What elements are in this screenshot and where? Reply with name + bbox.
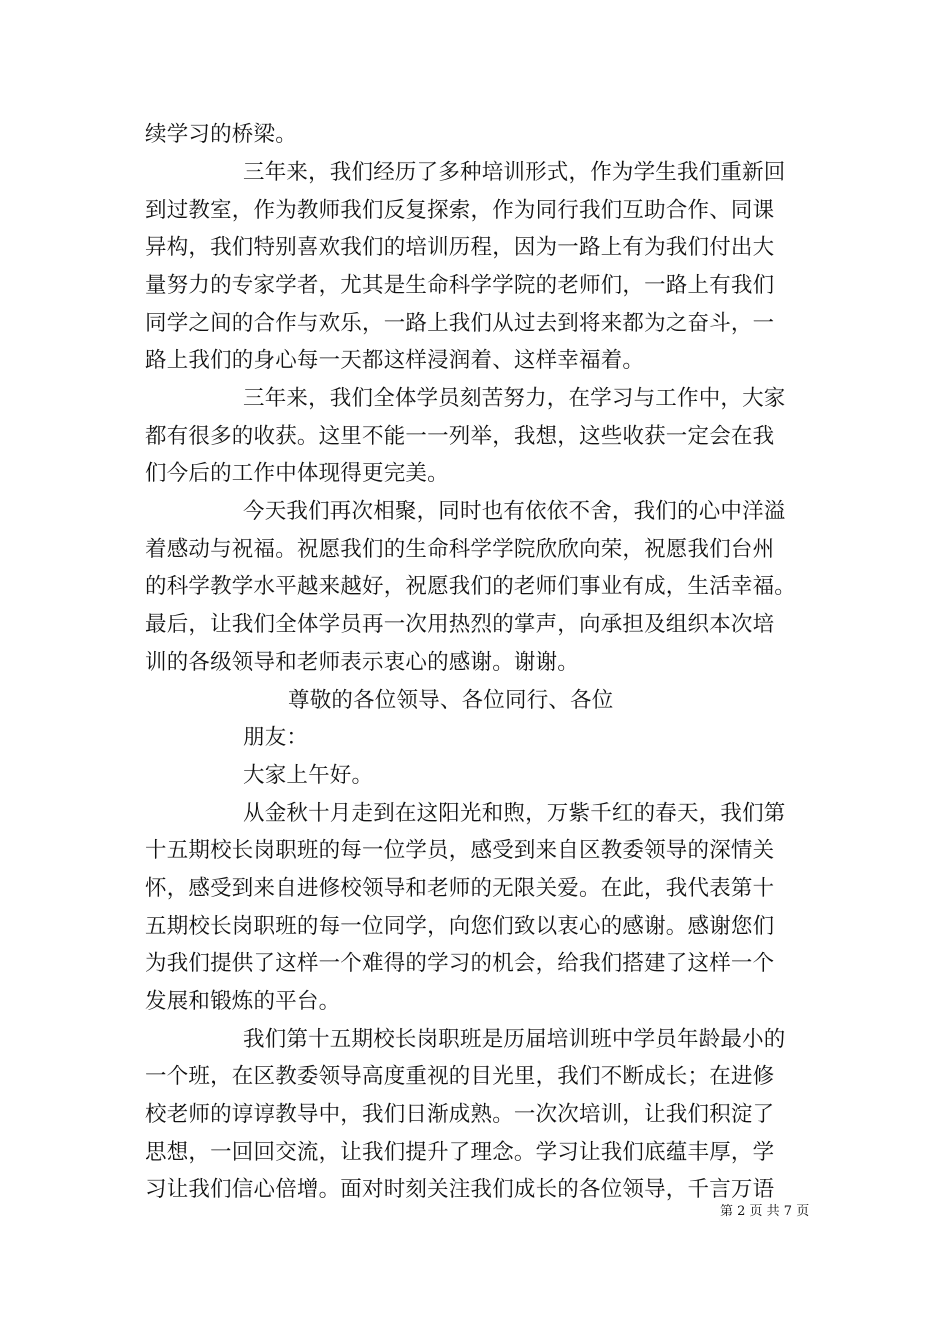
text-line-20: 十五期校长岗职班的每一位学员，感受到来自区教委领导的深情关 — [145, 838, 775, 863]
text-line-25: 我们第十五期校长岗职班是历届培训班中学员年龄最小的 — [243, 1027, 786, 1052]
salutation-line: 尊敬的各位领导、各位同行、各位 — [288, 688, 614, 713]
text-line-14: 最后，让我们全体学员再一次用热烈的掌声，向承担及组织本次培 — [145, 612, 775, 637]
text-line-10: 们今后的工作中体现得更完美。 — [145, 461, 449, 486]
text-line-21: 怀，感受到来自进修校领导和老师的无限关爱。在此，我代表第十 — [145, 876, 775, 901]
text-line-15: 训的各级领导和老师表示衷心的感谢。谢谢。 — [145, 650, 580, 675]
text-line-11: 今天我们再次相聚，同时也有依依不舍，我们的心中洋溢 — [243, 499, 786, 524]
text-line-23: 为我们提供了这样一个难得的学习的机会，给我们搭建了这样一个 — [145, 951, 775, 976]
text-line-12: 着感动与祝福。祝愿我们的生命科学学院欣欣向荣，祝愿我们台州 — [145, 537, 775, 562]
text-line-22: 五期校长岗职班的每一位同学，向您们致以衷心的感谢。感谢您们 — [145, 914, 775, 939]
text-line-9: 都有很多的收获。这里不能一一列举，我想，这些收获一定会在我 — [145, 424, 775, 449]
text-line-13: 的科学教学水平越来越好，祝愿我们的老师们事业有成，生活幸福。 — [145, 574, 797, 599]
greeting-line: 大家上午好。 — [243, 763, 374, 788]
text-line-4: 异构，我们特别喜欢我们的培训历程，因为一路上有为我们付出大 — [145, 235, 775, 260]
text-line-29: 习让我们信心倍增。面对时刻关注我们成长的各位领导，千言万语 — [145, 1177, 775, 1202]
text-line-28: 思想，一回回交流，让我们提升了理念。学习让我们底蕴丰厚，学 — [145, 1140, 775, 1165]
text-line-8: 三年来，我们全体学员刻苦努力，在学习与工作中，大家 — [243, 386, 786, 411]
text-line-6: 同学之间的合作与欢乐，一路上我们从过去到将来都为之奋斗，一 — [145, 311, 775, 336]
text-line-7: 路上我们的身心每一天都这样浸润着、这样幸福着。 — [145, 348, 645, 373]
text-line-5: 量努力的专家学者，尤其是生命科学学院的老师们，一路上有我们 — [145, 273, 775, 298]
text-line-1: 续学习的桥梁。 — [145, 122, 297, 147]
text-line-26: 一个班，在区教委领导高度重视的目光里，我们不断成长；在进修 — [145, 1064, 775, 1089]
text-line-3: 到过教室，作为教师我们反复探索，作为同行我们互助合作、同课 — [145, 198, 775, 223]
text-line-27: 校老师的谆谆教导中，我们日渐成熟。一次次培训，让我们积淀了 — [145, 1102, 775, 1127]
text-line-19: 从金秋十月走到在这阳光和煦，万紫千红的春天，我们第 — [243, 801, 786, 826]
text-line-2: 三年来，我们经历了多种培训形式，作为学生我们重新回 — [243, 160, 786, 185]
page-number-footer: 第 2 页 共 7 页 — [720, 1204, 810, 1219]
salutation-continued: 朋友： — [243, 725, 309, 750]
text-line-24: 发展和锻炼的平台。 — [145, 989, 341, 1014]
